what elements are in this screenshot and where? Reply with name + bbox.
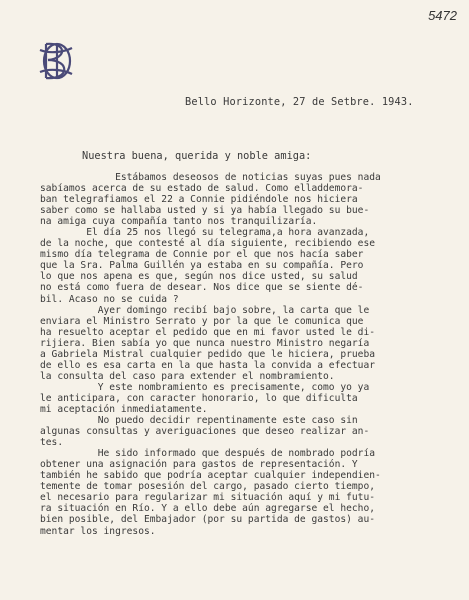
letter-body	[40, 172, 469, 537]
body-line: le anticipara, con caracter honorario, lo que dificulta	[40, 392, 358, 404]
body-line: de ello es esa carta en la que hasta la convida a efectuar	[40, 359, 376, 371]
body-line: Y este nombramiento es precisamente, como yo ya	[40, 381, 370, 393]
body-line: Estábamos deseosos de noticias suyas pues nada	[40, 172, 381, 183]
body-line: que la Sra. Palma Guillén ya estaba en su compañía. Pero	[40, 260, 364, 272]
body-line: el necesario para regularizar mi situación aquí y mi futu-	[40, 492, 376, 504]
dateline: Bello Horizonte, 27 de Setbre. 1943.	[185, 96, 414, 108]
body-line: lo que nos apena es que, según nos dice usted, su salud	[40, 271, 358, 283]
body-line: también he sabido que podría aceptar cualquier independien-	[40, 470, 381, 482]
reference-number: 5472	[428, 8, 457, 23]
body-line: No puedo decidir repentinamente este caso sin	[40, 415, 358, 427]
body-line: ha resuelto aceptar el pedido que en mi favor usted le di-	[40, 326, 376, 338]
body-line: mi aceptación inmediatamente.	[40, 403, 208, 415]
body-line: sabíamos acerca de su estado de salud. Como elladdemora-	[40, 183, 364, 195]
body-line: bil. Acaso no se cuida ?	[40, 293, 179, 305]
body-line: saber como se hallaba usted y si ya había llegado su bue-	[40, 205, 370, 217]
body-line: la consulta del caso para extender el nombramiento.	[40, 370, 335, 382]
body-line: na amiga cuya compañía tanto nos tranquilizaría.	[40, 216, 318, 228]
body-line: ban telegrafiamos el 22 a Connie pidiéndole nos hiciera	[40, 194, 358, 206]
body-line: El día 25 nos llegó su telegrama,a hora avanzada,	[40, 227, 370, 239]
body-line: de la noche, que contesté al día siguiente, recibiendo ese	[40, 238, 376, 250]
body-line: rijiera. Bien sabía yo que nunca nuestro Ministro negaría	[40, 337, 370, 349]
salutation: Nuestra buena, querida y noble amiga:	[82, 150, 312, 162]
monogram-seal	[36, 38, 76, 84]
body-line: Ayer domingo recibí bajo sobre, la carta que le	[40, 304, 370, 316]
body-line: a Gabriela Mistral cualquier pedido que le hiciera, prueba	[40, 348, 376, 360]
body-line: ra situación en Río. Y a ello debe aún agregarse el hecho,	[40, 503, 376, 515]
body-line: obtener una asignación para gastos de representación. Y	[40, 459, 358, 471]
body-line: algunas consultas y averiguaciones que deseo realizar an-	[40, 426, 370, 438]
body-line: enviara el Ministro Serrato y por la que le comunica que	[40, 315, 364, 327]
body-line: mismo día telegrama de Connie por el que nos hacía saber	[40, 249, 364, 261]
body-line: He sido informado que después de nombrado podría	[40, 448, 376, 460]
body-line: no está como fuera de desear. Nos dice que se siente dé-	[40, 282, 364, 294]
body-line: temente de tomar posesión del cargo, pasado cierto tiempo,	[40, 481, 376, 493]
body-line: tes.	[40, 437, 64, 449]
body-line: bien posible, del Embajador (por su partida de gastos) au-	[40, 514, 376, 526]
body-line: mentar los ingresos.	[40, 525, 156, 537]
